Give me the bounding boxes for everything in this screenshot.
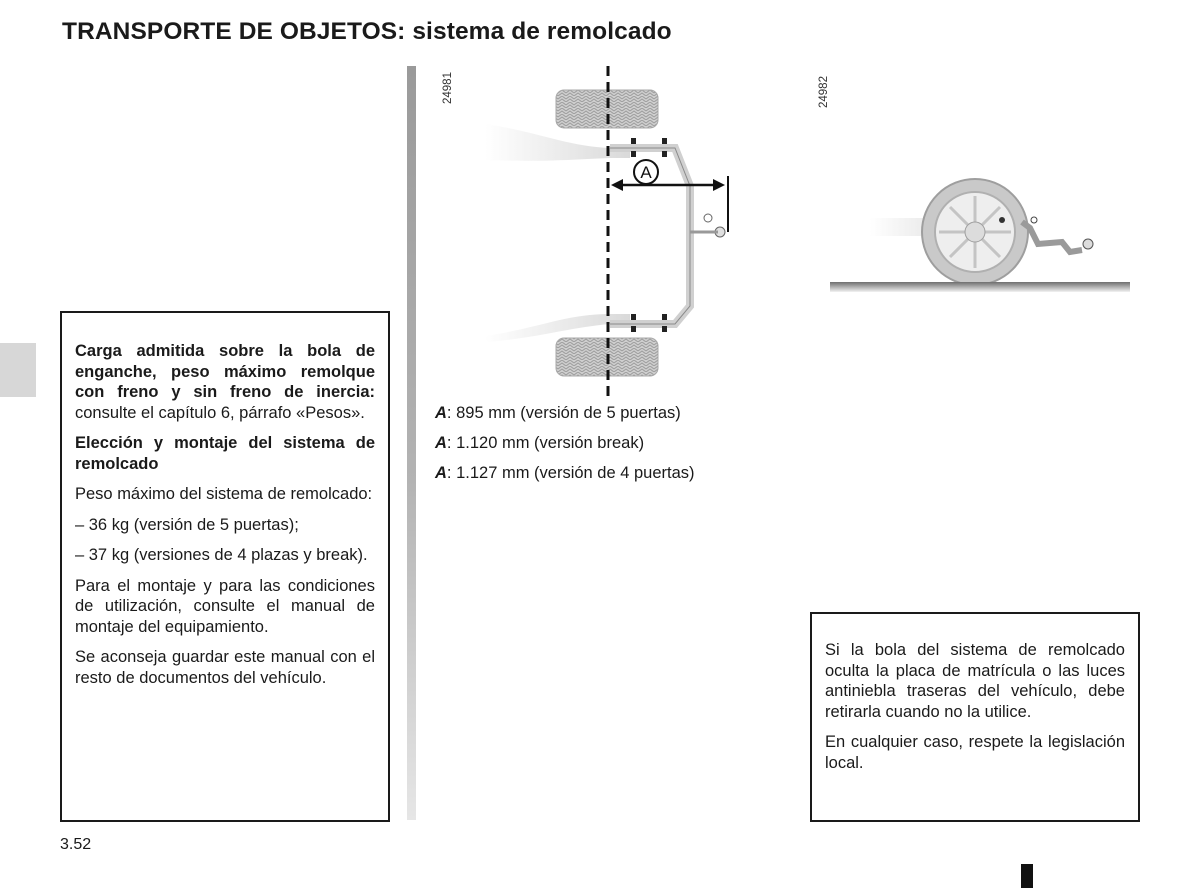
corner-mark bbox=[1021, 864, 1033, 888]
advice-paragraph: Se aconseja guardar este manual con el resto de documentos del vehículo. bbox=[75, 648, 375, 687]
page-number: 3.52 bbox=[60, 836, 92, 853]
load-text: consulte el capítulo 6, párrafo «Pesos». bbox=[75, 403, 365, 422]
dimension-item-5-doors bbox=[435, 403, 695, 423]
dimension-label: A bbox=[435, 404, 447, 422]
dimension-item-break bbox=[435, 433, 695, 453]
page-title: TRANSPORTE DE OBJETOS: sistema de remolcado bbox=[62, 18, 672, 45]
figure2-number: 24982 bbox=[818, 76, 830, 108]
weight-item-5-doors: – 36 kg (versión de 5 puertas); bbox=[75, 515, 299, 534]
weight-item-4-seats: – 37 kg (versiones de 4 plazas y break). bbox=[75, 546, 368, 564]
law-paragraph: En cualquier caso, respete la legislación local. bbox=[825, 733, 1125, 772]
load-paragraph bbox=[75, 341, 375, 423]
tow-bar-top-view-diagram bbox=[470, 66, 760, 398]
dimension-item-4-doors bbox=[435, 463, 695, 483]
dimension-list bbox=[435, 403, 695, 493]
warning-paragraph: Si la bola del sistema de remolcado oculta la placa de matrícula o las luces antiniebla traseras del vehículo, debe retirarla cuando no la utilice. bbox=[825, 641, 1125, 721]
dimension-label: A bbox=[435, 464, 447, 482]
section-heading: Elección y montaje del sistema de remolcado bbox=[75, 434, 375, 473]
dimension-label-a: A bbox=[640, 163, 652, 182]
dimension-value: : 1.120 mm (versión break) bbox=[446, 434, 645, 452]
vertical-divider-bar bbox=[407, 66, 416, 820]
dimension-value: : 1.127 mm (versión de 4 puertas) bbox=[446, 464, 695, 482]
figure1-number: 24981 bbox=[442, 72, 454, 104]
side-tab-marker bbox=[0, 343, 36, 397]
info-box-left bbox=[60, 311, 390, 822]
load-heading: Carga admitida sobre la bola de enganche, peso máximo remolque con freno y sin freno de inercia: bbox=[75, 342, 375, 401]
mounting-paragraph: Para el montaje y para las condiciones de utilización, consulte el manual de montaje del equipamiento. bbox=[75, 576, 375, 636]
info-box-right bbox=[810, 612, 1140, 822]
weight-intro: Peso máximo del sistema de remolcado: bbox=[75, 485, 373, 503]
dimension-label: A bbox=[435, 434, 447, 452]
tow-bar-side-view-diagram bbox=[830, 170, 1140, 310]
dimension-value: : 895 mm (versión de 5 puertas) bbox=[446, 404, 681, 422]
